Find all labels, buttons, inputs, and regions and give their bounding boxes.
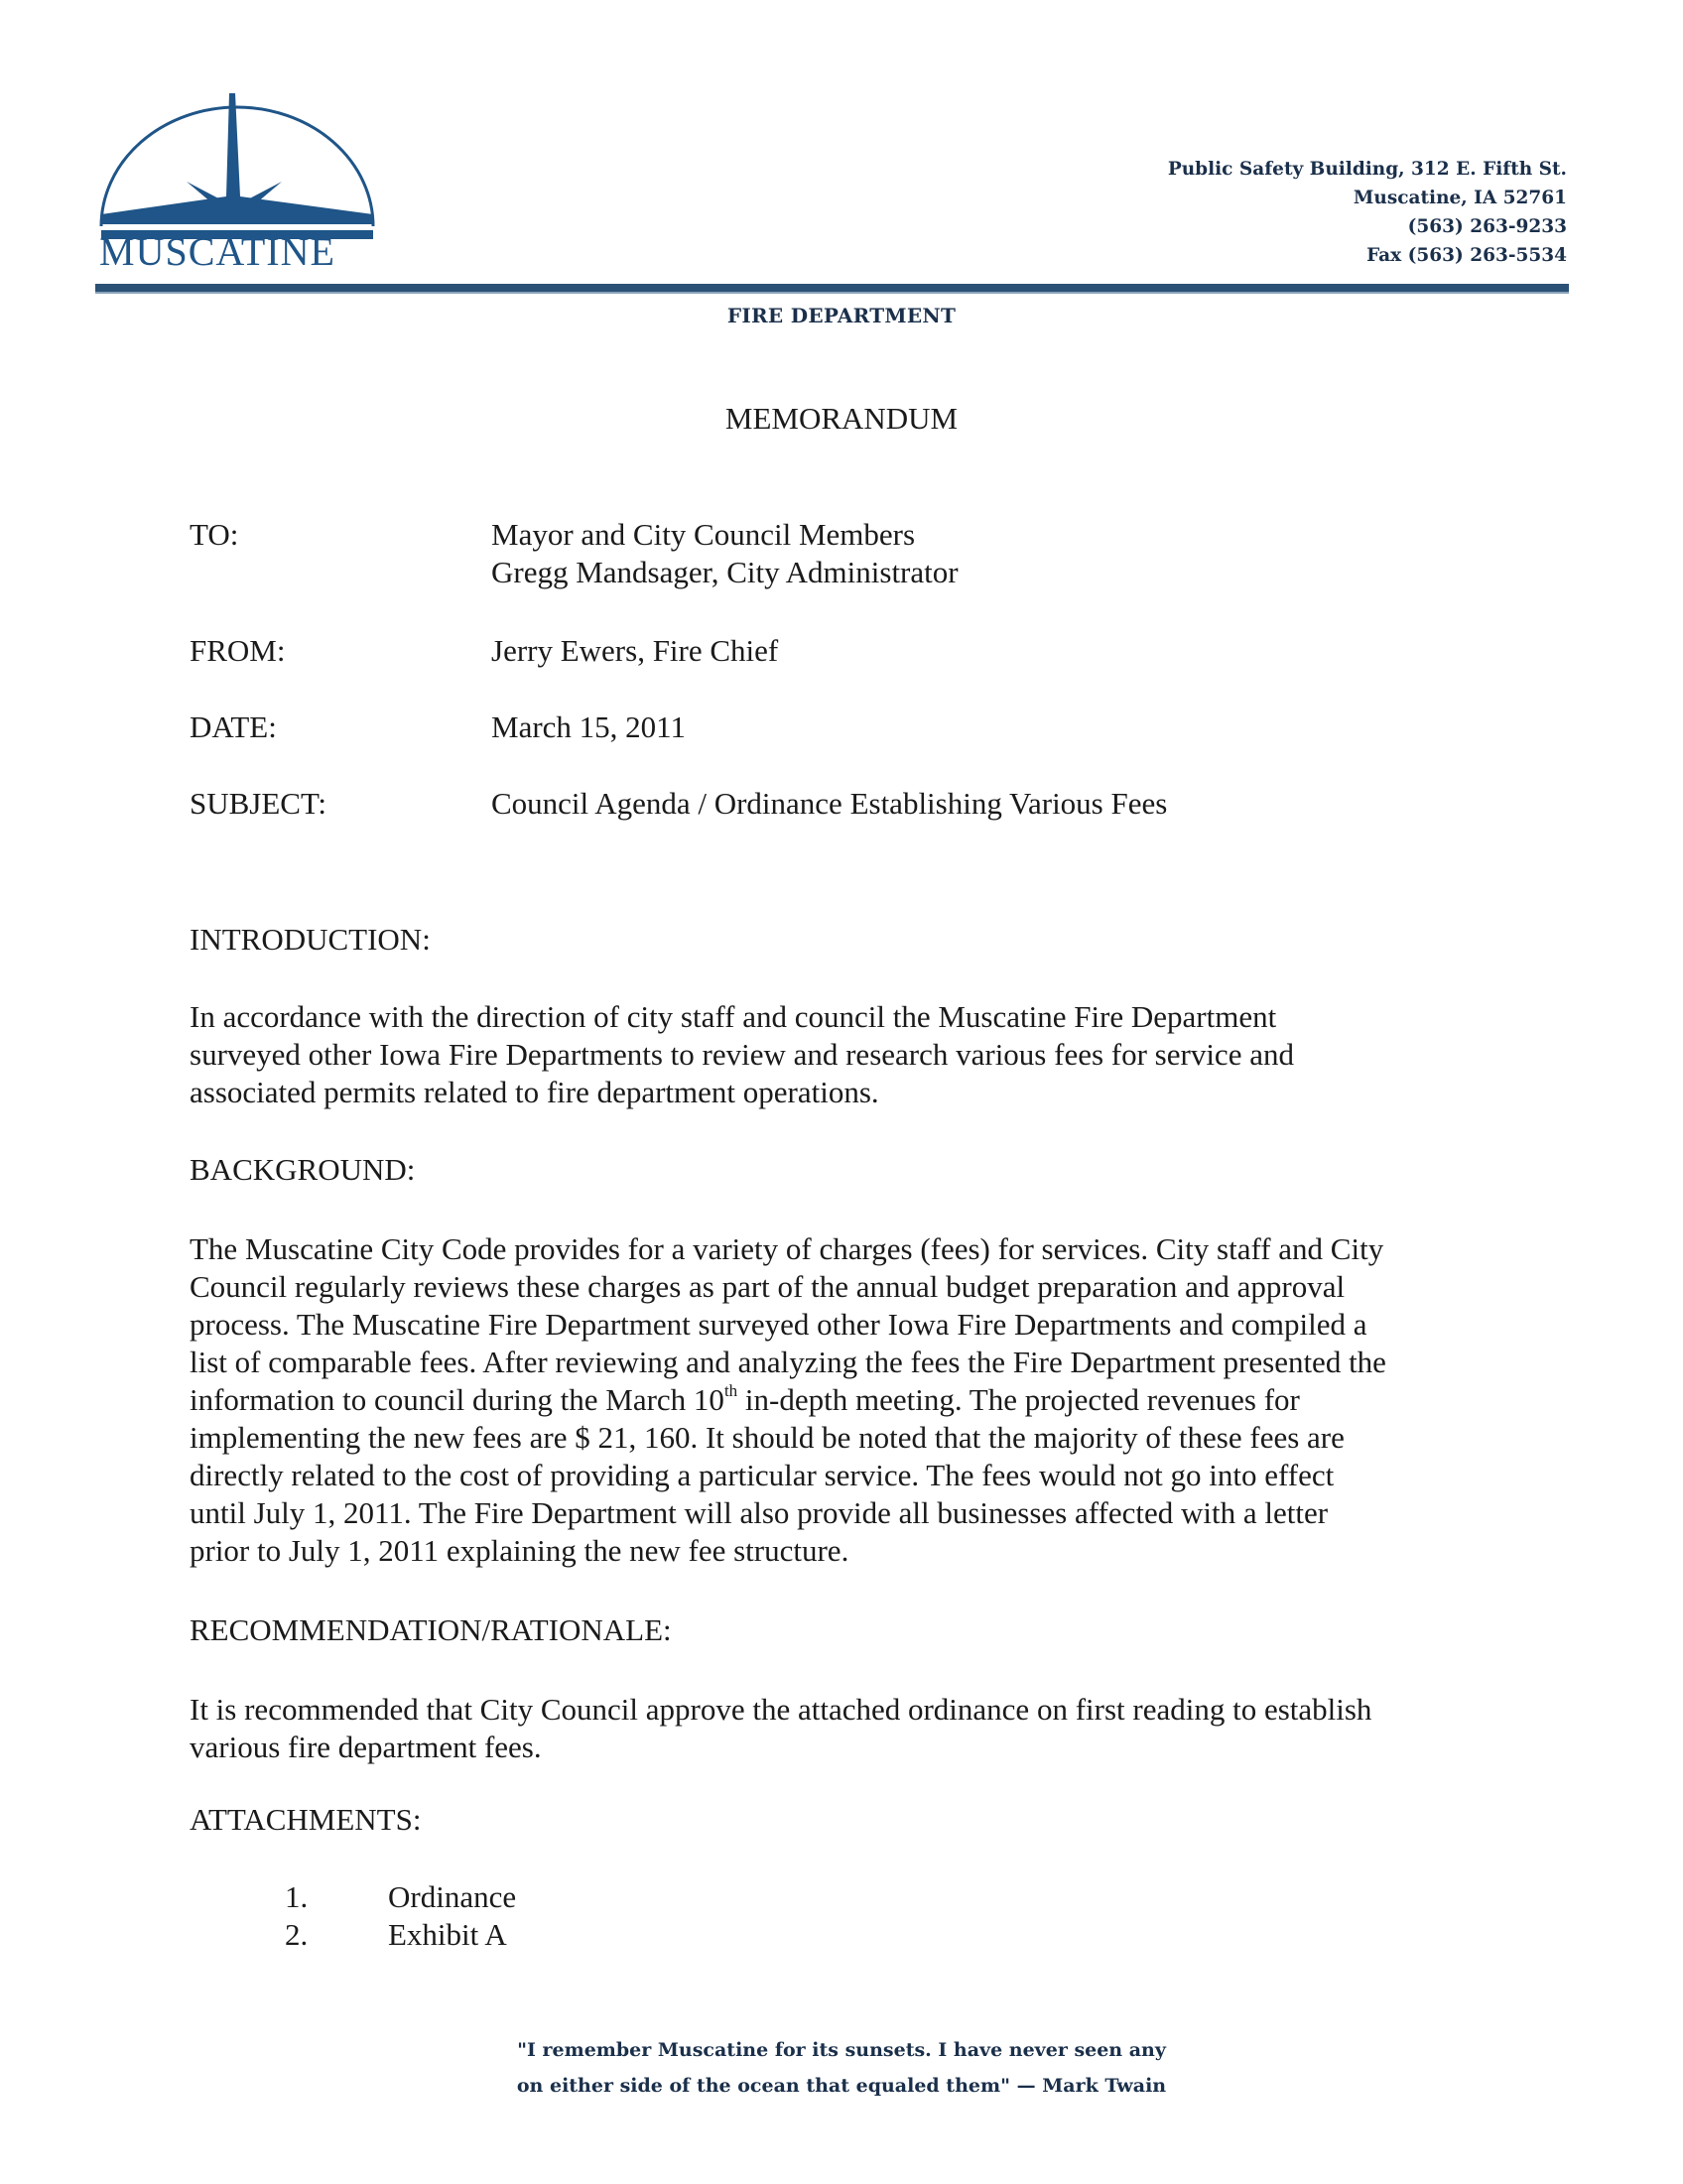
introduction-heading: INTRODUCTION:	[190, 922, 431, 957]
introduction-paragraph	[190, 998, 1539, 1111]
paragraph-line	[190, 1381, 1539, 1419]
to-recipient: Mayor and City Council Members	[491, 517, 916, 552]
paragraph-line: process. The Muscatine Fire Department surveyed other Iowa Fire Departments and compiled a	[190, 1307, 1367, 1342]
header-divider-shadow	[95, 292, 1569, 294]
address-block	[1168, 155, 1567, 270]
quote-line: "I remember Muscatine for its sunsets. I have never seen any	[517, 2039, 1166, 2061]
header-divider	[95, 284, 1569, 292]
memo-title: MEMORANDUM	[724, 401, 959, 436]
to-recipient: Gregg Mandsager, City Administrator	[491, 555, 959, 589]
paragraph-line: In accordance with the direction of city staff and council the Muscatine Fire Department	[190, 999, 1277, 1034]
paragraph-line: until July 1, 2011. The Fire Department will also provide all businesses affected with a letter	[190, 1495, 1329, 1530]
date-label: DATE:	[190, 709, 277, 744]
paragraph-line: various fire department fees.	[190, 1730, 542, 1764]
from-label: FROM:	[190, 633, 286, 668]
attachment-number: 1.	[285, 1879, 309, 1914]
line-text: in-depth meeting. The projected revenues for	[737, 1382, 1300, 1417]
ordinal-suffix: th	[723, 1381, 738, 1400]
paragraph-line: list of comparable fees. After reviewing and analyzing the fees the Fire Department presented the	[190, 1345, 1386, 1379]
background-paragraph	[190, 1230, 1539, 1570]
subject-value: Council Agenda / Ordinance Establishing Various Fees	[491, 786, 1168, 821]
logo-wordmark: MUSCATINE	[99, 229, 335, 274]
fax-line: Fax (563) 263-5534	[1366, 245, 1567, 266]
attachments-heading: ATTACHMENTS:	[190, 1802, 422, 1837]
paragraph-line: The Muscatine City Code provides for a variety of charges (fees) for services. City staff and City	[190, 1231, 1384, 1266]
subject-label: SUBJECT:	[190, 786, 326, 821]
to-label: TO:	[190, 517, 239, 552]
recommendation-heading: RECOMMENDATION/RATIONALE:	[190, 1612, 672, 1647]
paragraph-line: It is recommended that City Council approve the attached ordinance on first reading to establish	[190, 1692, 1372, 1727]
phone-line: (563) 263-9233	[1407, 216, 1567, 237]
recommendation-paragraph	[190, 1691, 1539, 1766]
paragraph-line: surveyed other Iowa Fire Departments to review and research various fees for service and	[190, 1037, 1294, 1072]
date-value: March 15, 2011	[491, 709, 687, 744]
attachment-item-exhibit-a: Exhibit A	[388, 1917, 507, 1952]
paragraph-line: prior to July 1, 2011 explaining the new fee structure.	[190, 1533, 849, 1568]
paragraph-line: implementing the new fees are $ 21, 160. It should be noted that the majority of these fees are	[190, 1420, 1345, 1455]
attachment-number: 2.	[285, 1917, 309, 1952]
line-text: information to council during the March 10	[190, 1382, 724, 1417]
paragraph-line: associated permits related to fire department operations.	[190, 1075, 879, 1109]
address-line: Muscatine, IA 52761	[1353, 188, 1567, 208]
attachment-item-ordinance: Ordinance	[388, 1879, 517, 1914]
from-value: Jerry Ewers, Fire Chief	[491, 633, 779, 668]
background-heading: BACKGROUND:	[190, 1152, 416, 1187]
paragraph-line: directly related to the cost of providing a particular service. The fees would not go into effect	[190, 1458, 1335, 1492]
footer-quote	[0, 2032, 1683, 2104]
address-line: Public Safety Building, 312 E. Fifth St.	[1167, 159, 1567, 180]
paragraph-line: Council regularly reviews these charges as part of the annual budget preparation and approval	[190, 1269, 1346, 1304]
quote-line: on either side of the ocean that equaled them" — Mark Twain	[516, 2075, 1167, 2097]
department-name: FIRE DEPARTMENT	[726, 304, 957, 327]
